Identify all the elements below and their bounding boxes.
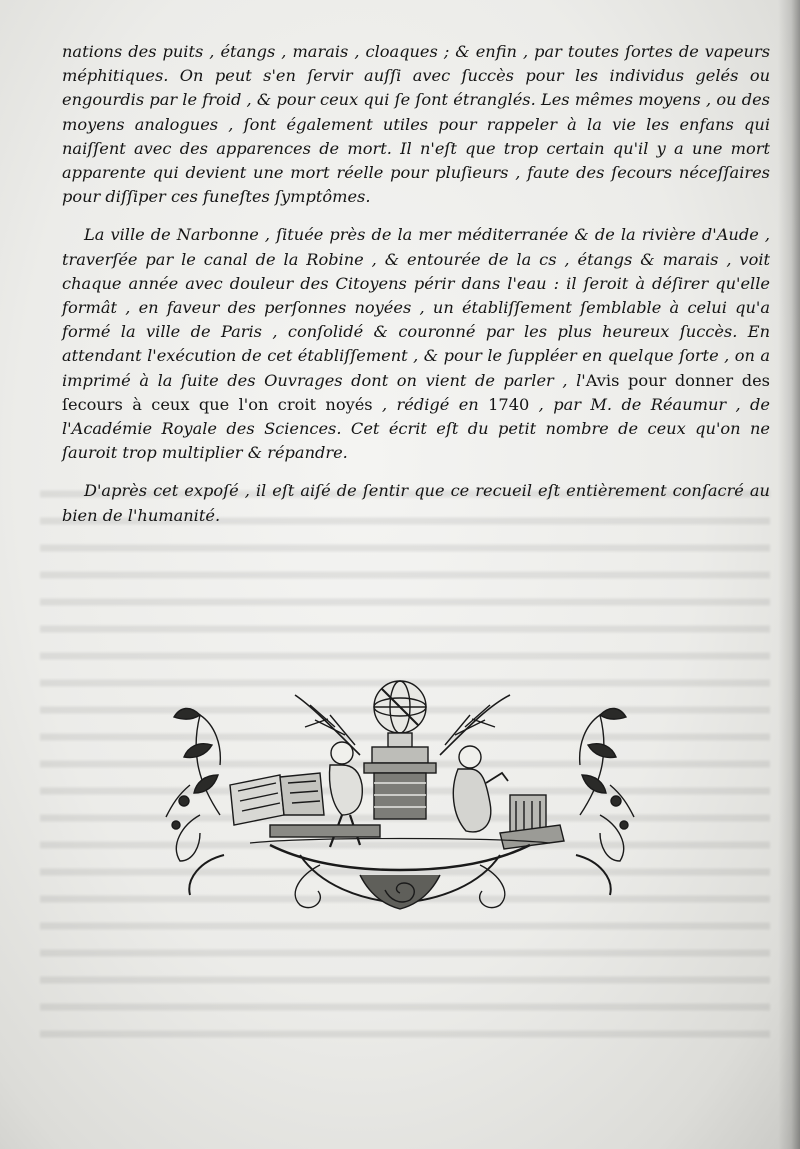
paragraph-2 [62,223,770,465]
paragraph-2-text-a: La ville de Narbonne , ſituée près de la mer méditerranée & de la rivière d'Aude , traverſée par le canal de la Robine , & entourée de la cs , étangs & marais , voit chaque année avec douleur des Citoyens périr dans l'eau : il ſeroit à déſirer qu'elle formât , en faveur des perſonnes noyées , un établiſſement ſemblable à celui qu'a formé la ville de Paris , conſolidé & couronné par les plus heureux ſuccès. En attendant l'exécution de cet établiſſement , & pour le ſuppléer en quelque ſorte , on a imprimé à la ſuite des Ouvrages dont on vient de parler , l' [62,225,770,390]
paragraph-3 [62,479,770,527]
paragraph-1 [62,40,770,209]
paragraph-3-text: D'après cet expoſé , il eſt aiſé de ſentir que ce recueil eſt entièrement conſacré au bien de l'humanité. [62,481,770,525]
paragraph-2-text-c: , par M. de Réaumur , de l'Académie Royale des Sciences. Cet écrit eſt du petit nombre de ceux qu'on ne ſauroit trop multiplier & répandre. [62,394,770,463]
year: 1740 [488,394,530,414]
cherubs-globe-vignette-icon [160,665,640,925]
avis-title: Avis pour donner des ſecours à ceux que l'on croit noyés [62,370,770,414]
paragraph-2-text-b: , rédigé en [372,394,489,414]
vignette-svg [160,665,640,925]
paragraph-1-text: nations des puits , étangs , marais , cloaques ; & enfin , par toutes ſortes de vapeurs méphitiques. On peut s'en ſervir auſſi avec ſuccès pour les individus gelés ou engourdis par le froid , & pour ceux qui ſe ſont étranglés. Les mêmes moyens , ou des moyens analogues , ſont également utiles pour rappeler à la vie les enfans qui naiſſent avec des apparences de mort. Il n'eſt que trop certain qu'il y a une mort apparente qui devient une mort réelle pour pluſieurs , faute des ſecours néceſſaires pour diſſiper ces funeſtes ſymptômes. [62,42,770,207]
page-edge-shadow [778,0,800,1149]
body-text [62,40,770,542]
